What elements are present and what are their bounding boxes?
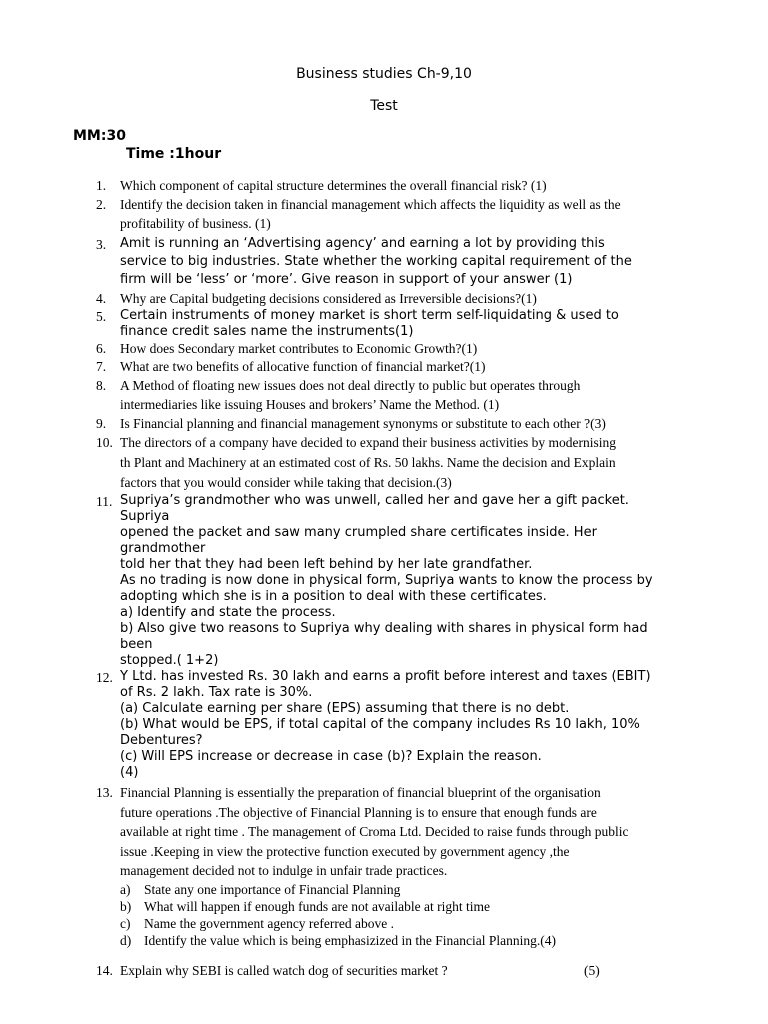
question-text: th Plant and Machinery at an estimated cost of Rs. 50 lakhs. Name the decision and Explain xyxy=(120,455,616,470)
question-number: 5. xyxy=(96,309,107,324)
question-number: 3. xyxy=(96,237,107,252)
question-10 xyxy=(0,433,768,493)
question-number: 7. xyxy=(96,359,107,374)
question-text: Y Ltd. has invested Rs. 30 lakh and earns a profit before interest and taxes (EBIT) xyxy=(120,669,651,684)
sub-label: b) xyxy=(120,898,132,914)
question-5 xyxy=(0,308,768,340)
question-text: future operations .The objective of Financial Planning is to ensure that enough funds are xyxy=(120,804,597,820)
question-text: opened the packet and saw many crumpled share certificates inside. Her xyxy=(120,525,597,540)
question-text: Financial Planning is essentially the preparation of financial blueprint of the organisation xyxy=(120,785,601,800)
question-text: (4) xyxy=(120,765,139,780)
question-text: Debentures? xyxy=(120,733,203,748)
question-text: (a) Calculate earning per share (EPS) assuming that there is no debt. xyxy=(120,701,570,716)
question-3 xyxy=(0,235,768,289)
time-allowed: Time :1hour xyxy=(126,146,222,162)
question-text: (b) What would be EPS, if total capital of the company includes Rs 10 lakh, 10% xyxy=(120,717,640,732)
question-2 xyxy=(0,195,768,233)
question-number: 1. xyxy=(96,178,107,193)
question-text: Is Financial planning and financial management synonyms or substitute to each other ?(3) xyxy=(120,416,606,431)
question-text: adopting which she is in a position to deal with these certificates. xyxy=(120,589,547,604)
question-text: Supriya xyxy=(120,509,170,524)
question-text: told her that they had been left behind by her late grandfather. xyxy=(120,557,533,572)
question-text: grandmother xyxy=(120,541,206,556)
question-text: issue .Keeping in view the protective function executed by government agency ,the xyxy=(120,843,570,859)
max-marks: MM:30 xyxy=(73,128,126,144)
question-text: (c) Will EPS increase or decrease in case (b)? Explain the reason. xyxy=(120,749,542,764)
question-7 xyxy=(0,358,768,375)
sub-label: d) xyxy=(120,932,132,948)
question-text: How does Secondary market contributes to Economic Growth?(1) xyxy=(120,341,478,356)
question-number: 11. xyxy=(96,494,113,509)
question-14 xyxy=(0,961,768,980)
question-number: 6. xyxy=(96,341,107,356)
sub-question-d xyxy=(120,932,712,949)
question-text: Why are Capital budgeting decisions considered as Irreversible decisions?(1) xyxy=(120,291,537,306)
question-text: As no trading is now done in physical form, Supriya wants to know the process by xyxy=(120,573,653,588)
question-number: 12. xyxy=(96,670,113,685)
question-text: factors that you would consider while taking that decision.(3) xyxy=(120,475,452,490)
document-subtitle: Test xyxy=(370,98,398,114)
question-text: What are two benefits of allocative function of financial market?(1) xyxy=(120,359,486,374)
sub-question-a xyxy=(120,881,712,898)
question-13 xyxy=(0,783,768,949)
sub-question-c xyxy=(120,915,712,932)
question-text: a) Identify and state the process. xyxy=(120,605,336,620)
question-9 xyxy=(0,414,768,433)
question-number: 2. xyxy=(96,197,107,212)
document-title: Business studies Ch-9,10 xyxy=(296,66,472,82)
question-list xyxy=(0,176,768,980)
sub-text: What will happen if enough funds are not available at right time xyxy=(144,898,491,914)
question-text: management decided not to indulge in unfair trade practices. xyxy=(120,863,448,878)
sub-label: c) xyxy=(120,915,131,931)
question-text: Which component of capital structure determines the overall financial risk? (1) xyxy=(120,178,547,193)
sub-label: a) xyxy=(120,881,131,897)
question-number: 13. xyxy=(96,785,113,800)
question-text: of Rs. 2 lakh. Tax rate is 30%. xyxy=(120,685,313,700)
question-8 xyxy=(0,376,768,414)
question-text: firm will be ‘less’ or ‘more’. Give reason in support of your answer (1) xyxy=(120,272,573,287)
question-number: 14. xyxy=(96,962,113,978)
sub-text: State any one importance of Financial Planning xyxy=(144,881,401,897)
question-text: intermediaries like issuing Houses and brokers’ Name the Method. (1) xyxy=(120,397,500,412)
question-12 xyxy=(0,669,768,781)
question-text: stopped.( 1+2) xyxy=(120,653,219,668)
question-11 xyxy=(0,493,768,669)
question-number: 9. xyxy=(96,416,107,431)
question-text: Supriya’s grandmother who was unwell, called her and gave her a gift packet. xyxy=(120,493,629,508)
question-text: available at right time . The management of Croma Ltd. Decided to raise funds through public xyxy=(120,824,629,839)
question-4 xyxy=(0,289,768,308)
question-1 xyxy=(0,176,768,195)
question-text: Amit is running an ‘Advertising agency’ and earning a lot by providing this xyxy=(120,236,605,251)
question-text: A Method of floating new issues does not deal directly to public but operates through xyxy=(120,378,581,393)
question-number: 10. xyxy=(96,435,113,450)
sub-question-b xyxy=(120,898,712,915)
sub-text: Identify the value which is being emphasizized in the Financial Planning.(4) xyxy=(144,932,557,948)
question-text: The directors of a company have decided to expand their business activities by modernising xyxy=(120,435,616,450)
question-number: 4. xyxy=(96,291,107,306)
question-text: b) Also give two reasons to Supriya why dealing with shares in physical form had xyxy=(120,621,648,636)
sub-text: Name the government agency referred above . xyxy=(144,915,395,931)
question-text: Identify the decision taken in financial management which affects the liquidity as well as the xyxy=(120,197,621,212)
question-text: Explain why SEBI is called watch dog of securities market ? xyxy=(120,962,448,978)
question-marks: (5) xyxy=(584,962,600,978)
question-text: finance credit sales name the instruments(1) xyxy=(120,324,414,339)
question-number: 8. xyxy=(96,378,107,393)
question-text: service to big industries. State whether the working capital requirement of the xyxy=(120,254,632,269)
question-6 xyxy=(0,340,768,358)
question-text: Certain instruments of money market is short term self-liquidating & used to xyxy=(120,308,619,323)
question-text: profitability of business. (1) xyxy=(120,216,271,231)
question-text: been xyxy=(120,637,153,652)
